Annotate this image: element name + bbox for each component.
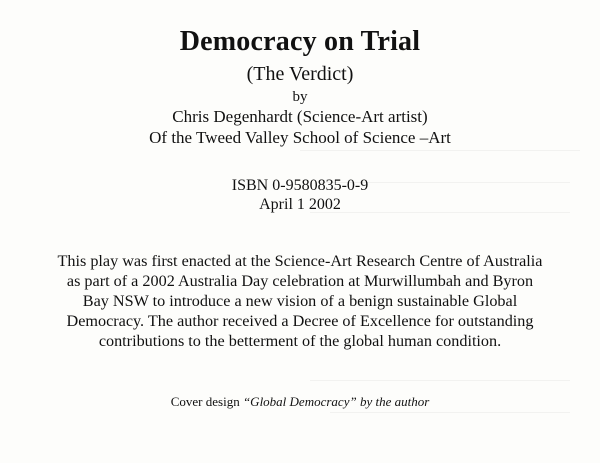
bleed-through-line: [330, 412, 570, 413]
bleed-through-line: [310, 380, 570, 381]
cover-credit-prefix: Cover design: [170, 394, 243, 409]
description-paragraph: [28, 251, 572, 351]
cover-credit: [0, 394, 600, 410]
paragraph-line: Democracy. The author received a Decree of Excellence for outstanding: [66, 312, 534, 330]
paragraph-line: Bay NSW to introduce a new vision of a benign sustainable Global: [82, 292, 518, 310]
by-line: by: [292, 89, 308, 105]
document-subtitle: (The Verdict): [246, 63, 354, 85]
paragraph-line: as part of a 2002 Australia Day celebration at Murwillumbah and Byron: [66, 272, 534, 290]
publication-date: April 1 2002: [259, 196, 341, 213]
paragraph-line: This play was first enacted at the Science-Art Research Centre of Australia: [57, 252, 543, 270]
cover-credit-title: “Global Democracy” by the author: [242, 394, 430, 409]
bleed-through-line: [300, 150, 580, 151]
paragraph-line: contributions to the betterment of the global human condition.: [98, 332, 502, 350]
author-affiliation: Of the Tweed Valley School of Science –Art: [149, 128, 451, 147]
document-title: Democracy on Trial: [179, 26, 421, 57]
author-name: Chris Degenhardt (Science-Art artist): [172, 107, 428, 126]
isbn: ISBN 0-9580835-0-9: [231, 177, 369, 194]
